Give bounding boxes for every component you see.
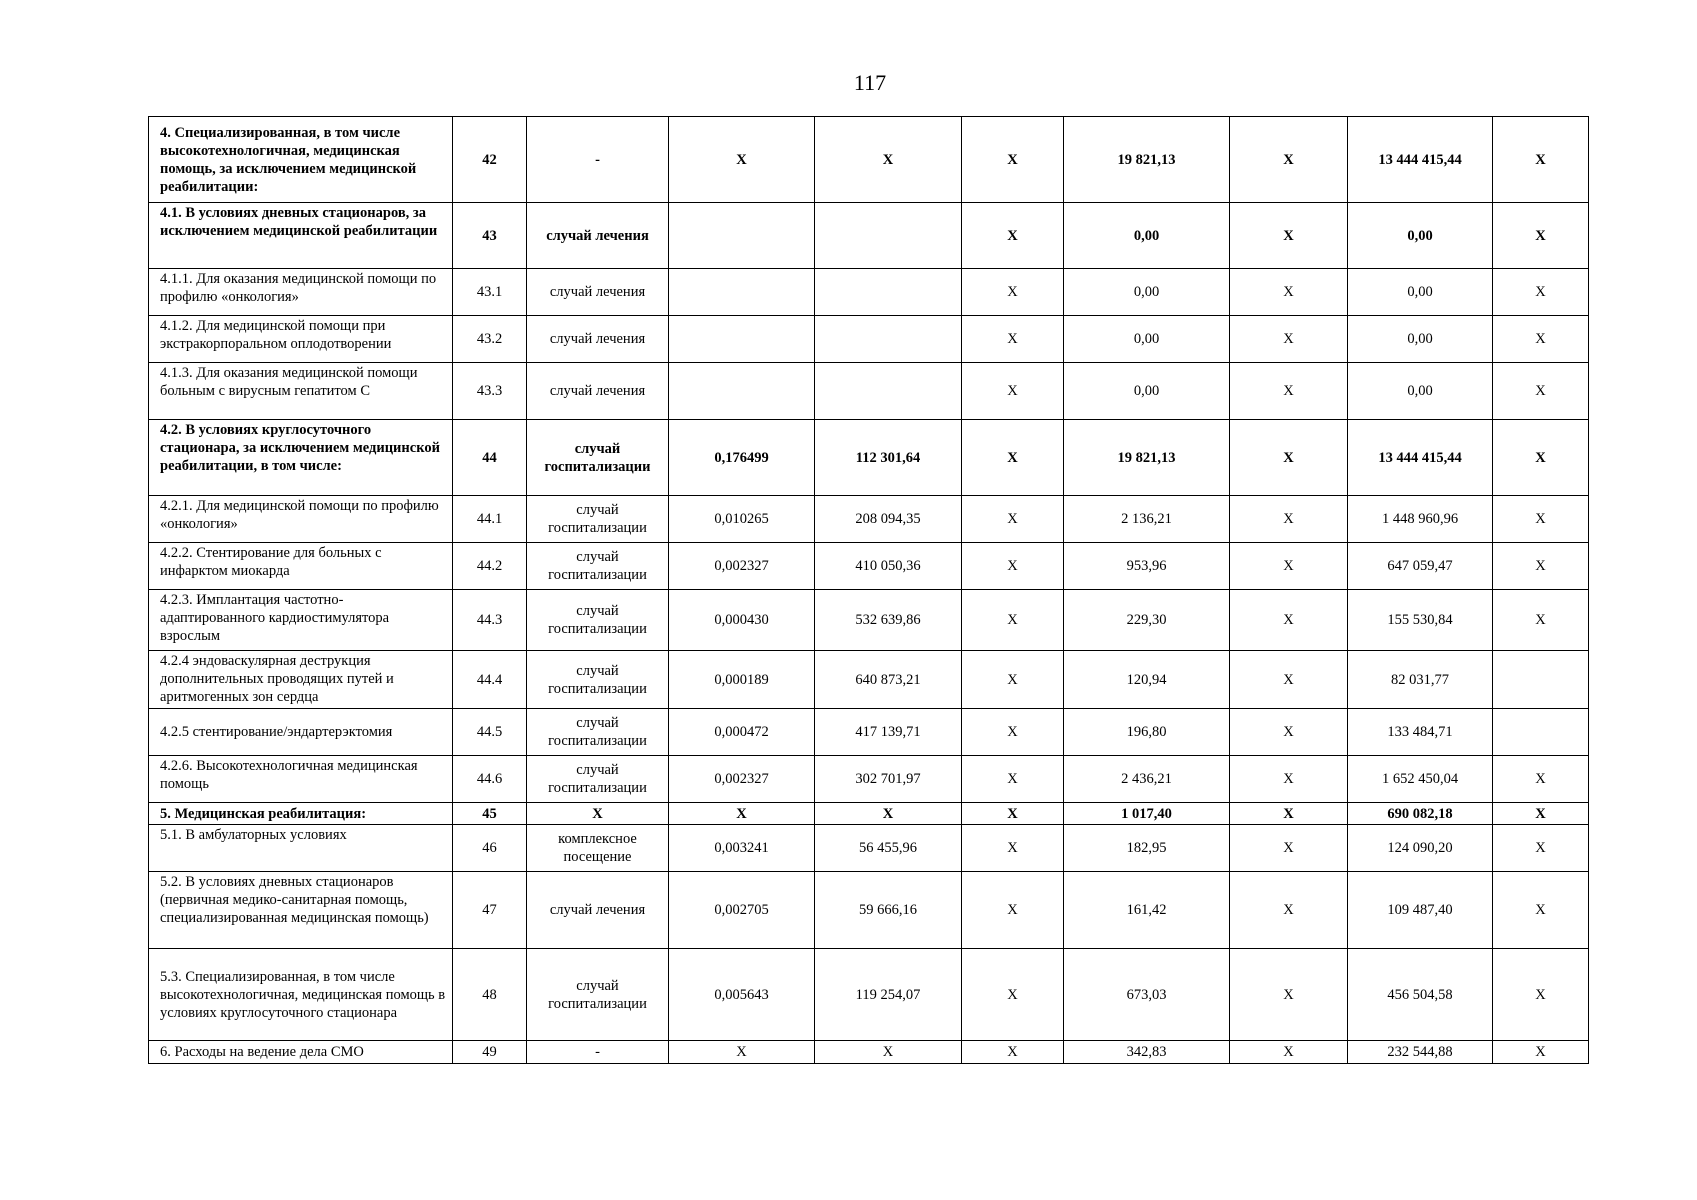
cell-value: Х bbox=[962, 949, 1064, 1041]
cell-value: Х bbox=[1230, 420, 1348, 496]
cell-value: 342,83 bbox=[1064, 1041, 1230, 1064]
row-code: 47 bbox=[453, 872, 527, 949]
cell-value: Х bbox=[962, 543, 1064, 590]
row-name: 6. Расходы на ведение дела СМО bbox=[149, 1041, 453, 1064]
cell-value: Х bbox=[962, 496, 1064, 543]
table-row bbox=[149, 590, 1589, 651]
cell-value: Х bbox=[1230, 117, 1348, 203]
cell-value: 124 090,20 bbox=[1348, 825, 1493, 872]
cell-value: Х bbox=[1493, 316, 1589, 363]
row-name: 4.1.3. Для оказания медицинской помощи больным с вирусным гепатитом С bbox=[149, 363, 453, 420]
table-row bbox=[149, 1041, 1589, 1064]
cell-value: 417 139,71 bbox=[815, 709, 962, 756]
cell-value: 112 301,64 bbox=[815, 420, 962, 496]
row-code: 46 bbox=[453, 825, 527, 872]
cell-value: 0,000430 bbox=[669, 590, 815, 651]
row-code: 44.6 bbox=[453, 756, 527, 803]
cell-value: 0,00 bbox=[1348, 316, 1493, 363]
cell-value: Х bbox=[1230, 590, 1348, 651]
cell-value: Х bbox=[1493, 756, 1589, 803]
cell-value: 119 254,07 bbox=[815, 949, 962, 1041]
cell-value: Х bbox=[1493, 117, 1589, 203]
row-name: 4.2.2. Стентирование для больных с инфарктом миокарда bbox=[149, 543, 453, 590]
cell-value: Х bbox=[1493, 269, 1589, 316]
cell-value: Х bbox=[1230, 543, 1348, 590]
row-code: 44.1 bbox=[453, 496, 527, 543]
cell-value: 0,000189 bbox=[669, 651, 815, 709]
cell-value: 0,00 bbox=[1064, 269, 1230, 316]
cell-value: 2 136,21 bbox=[1064, 496, 1230, 543]
cell-value: Х bbox=[1230, 651, 1348, 709]
cell-value: 456 504,58 bbox=[1348, 949, 1493, 1041]
table-row bbox=[149, 316, 1589, 363]
cell-value: 0,005643 bbox=[669, 949, 815, 1041]
row-name: 5.3. Специализированная, в том числе высокотехнологичная, медицинская помощь в условиях круглосуточного стационара bbox=[149, 949, 453, 1041]
table-row bbox=[149, 117, 1589, 203]
cell-value: 182,95 bbox=[1064, 825, 1230, 872]
cell-value: 59 666,16 bbox=[815, 872, 962, 949]
row-unit: случай госпитализации bbox=[527, 709, 669, 756]
row-code: 44.4 bbox=[453, 651, 527, 709]
cell-value: Х bbox=[815, 1041, 962, 1064]
cell-value: 155 530,84 bbox=[1348, 590, 1493, 651]
cell-value: 0,00 bbox=[1064, 363, 1230, 420]
cell-value: Х bbox=[1493, 949, 1589, 1041]
table-row bbox=[149, 269, 1589, 316]
cell-value: 1 017,40 bbox=[1064, 803, 1230, 825]
cell-value: 0,003241 bbox=[669, 825, 815, 872]
row-code: 44.2 bbox=[453, 543, 527, 590]
cell-value: Х bbox=[1230, 803, 1348, 825]
cell-value: 0,002705 bbox=[669, 872, 815, 949]
cell-value: 196,80 bbox=[1064, 709, 1230, 756]
row-unit: случай госпитализации bbox=[527, 543, 669, 590]
row-name: 4.2.6. Высокотехнологичная медицинская помощь bbox=[149, 756, 453, 803]
row-code: 49 bbox=[453, 1041, 527, 1064]
cell-value: 0,176499 bbox=[669, 420, 815, 496]
row-unit: случай лечения bbox=[527, 269, 669, 316]
cell-value: Х bbox=[1230, 949, 1348, 1041]
cell-value: 13 444 415,44 bbox=[1348, 420, 1493, 496]
cell-value: 532 639,86 bbox=[815, 590, 962, 651]
financing-table bbox=[148, 116, 1589, 1064]
row-unit: случай лечения bbox=[527, 316, 669, 363]
row-code: 45 bbox=[453, 803, 527, 825]
cell-value: 953,96 bbox=[1064, 543, 1230, 590]
row-unit: случай госпитализации bbox=[527, 590, 669, 651]
cell-value: Х bbox=[1493, 496, 1589, 543]
cell-value: Х bbox=[1230, 363, 1348, 420]
cell-value bbox=[815, 316, 962, 363]
cell-value: Х bbox=[962, 420, 1064, 496]
cell-value: Х bbox=[1493, 872, 1589, 949]
row-unit: Х bbox=[527, 803, 669, 825]
row-name: 4.2.4 эндоваскулярная деструкция дополнительных проводящих путей и аритмогенных зон сердца bbox=[149, 651, 453, 709]
cell-value: 0,00 bbox=[1064, 203, 1230, 269]
cell-value: 690 082,18 bbox=[1348, 803, 1493, 825]
row-code: 43.1 bbox=[453, 269, 527, 316]
row-name: 4.1. В условиях дневных стационаров, за исключением медицинской реабилитации bbox=[149, 203, 453, 269]
cell-value: 133 484,71 bbox=[1348, 709, 1493, 756]
cell-value: 410 050,36 bbox=[815, 543, 962, 590]
row-unit: случай лечения bbox=[527, 203, 669, 269]
table-row bbox=[149, 420, 1589, 496]
cell-value: Х bbox=[962, 825, 1064, 872]
cell-value: Х bbox=[962, 269, 1064, 316]
cell-value: Х bbox=[962, 363, 1064, 420]
cell-value: Х bbox=[1493, 543, 1589, 590]
cell-value: Х bbox=[669, 1041, 815, 1064]
cell-value: 0,00 bbox=[1064, 316, 1230, 363]
cell-value: Х bbox=[1493, 203, 1589, 269]
table-row bbox=[149, 825, 1589, 872]
cell-value: 208 094,35 bbox=[815, 496, 962, 543]
row-name: 4.2.3. Имплантация частотно-адаптированного кардиостимулятора взрослым bbox=[149, 590, 453, 651]
table-row bbox=[149, 756, 1589, 803]
cell-value: 0,00 bbox=[1348, 363, 1493, 420]
cell-value bbox=[669, 203, 815, 269]
row-code: 42 bbox=[453, 117, 527, 203]
cell-value: 1 448 960,96 bbox=[1348, 496, 1493, 543]
cell-value: Х bbox=[1493, 590, 1589, 651]
cell-value: 19 821,13 bbox=[1064, 420, 1230, 496]
row-code: 43 bbox=[453, 203, 527, 269]
table-row bbox=[149, 496, 1589, 543]
cell-value: 19 821,13 bbox=[1064, 117, 1230, 203]
cell-value: 1 652 450,04 bbox=[1348, 756, 1493, 803]
cell-value: Х bbox=[962, 651, 1064, 709]
cell-value: 0,00 bbox=[1348, 203, 1493, 269]
cell-value: 229,30 bbox=[1064, 590, 1230, 651]
row-name: 4. Специализированная, в том числе высокотехнологичная, медицинская помощь, за исключением медицинской реабилитации: bbox=[149, 117, 453, 203]
cell-value bbox=[669, 363, 815, 420]
row-code: 44 bbox=[453, 420, 527, 496]
cell-value: Х bbox=[1230, 269, 1348, 316]
cell-value: Х bbox=[962, 1041, 1064, 1064]
cell-value: 56 455,96 bbox=[815, 825, 962, 872]
cell-value: Х bbox=[815, 803, 962, 825]
cell-value: Х bbox=[1230, 1041, 1348, 1064]
row-name: 4.1.2. Для медицинской помощи при экстракорпоральном оплодотворении bbox=[149, 316, 453, 363]
row-code: 43.2 bbox=[453, 316, 527, 363]
cell-value: 120,94 bbox=[1064, 651, 1230, 709]
row-code: 43.3 bbox=[453, 363, 527, 420]
table-row bbox=[149, 363, 1589, 420]
row-unit: случай госпитализации bbox=[527, 420, 669, 496]
cell-value bbox=[815, 269, 962, 316]
cell-value: Х bbox=[1493, 825, 1589, 872]
cell-value bbox=[815, 363, 962, 420]
cell-value: 2 436,21 bbox=[1064, 756, 1230, 803]
row-name: 5.2. В условиях дневных стационаров (первичная медико-санитарная помощь, специализированная медицинская помощь) bbox=[149, 872, 453, 949]
cell-value: Х bbox=[962, 709, 1064, 756]
row-code: 44.5 bbox=[453, 709, 527, 756]
cell-value: 13 444 415,44 bbox=[1348, 117, 1493, 203]
row-unit: комплексное посещение bbox=[527, 825, 669, 872]
row-unit: случай госпитализации bbox=[527, 496, 669, 543]
cell-value: 647 059,47 bbox=[1348, 543, 1493, 590]
cell-value bbox=[1493, 709, 1589, 756]
cell-value: 0,00 bbox=[1348, 269, 1493, 316]
cell-value bbox=[669, 316, 815, 363]
table-row bbox=[149, 543, 1589, 590]
row-code: 44.3 bbox=[453, 590, 527, 651]
cell-value: Х bbox=[1230, 872, 1348, 949]
row-name: 4.2.5 стентирование/эндартерэктомия bbox=[149, 709, 453, 756]
cell-value: Х bbox=[1230, 316, 1348, 363]
row-name: 4.2.1. Для медицинской помощи по профилю «онкология» bbox=[149, 496, 453, 543]
cell-value: Х bbox=[962, 756, 1064, 803]
cell-value: 673,03 bbox=[1064, 949, 1230, 1041]
table-row bbox=[149, 803, 1589, 825]
cell-value: Х bbox=[962, 316, 1064, 363]
cell-value: Х bbox=[1493, 420, 1589, 496]
cell-value: Х bbox=[962, 803, 1064, 825]
cell-value: Х bbox=[815, 117, 962, 203]
cell-value: Х bbox=[1230, 756, 1348, 803]
table-row bbox=[149, 203, 1589, 269]
cell-value bbox=[815, 203, 962, 269]
table-row bbox=[149, 651, 1589, 709]
cell-value: Х bbox=[1230, 825, 1348, 872]
cell-value: 640 873,21 bbox=[815, 651, 962, 709]
cell-value: Х bbox=[962, 203, 1064, 269]
cell-value: 82 031,77 bbox=[1348, 651, 1493, 709]
row-unit: - bbox=[527, 117, 669, 203]
cell-value: Х bbox=[669, 803, 815, 825]
cell-value: 0,010265 bbox=[669, 496, 815, 543]
table-row bbox=[149, 949, 1589, 1041]
cell-value: Х bbox=[1230, 203, 1348, 269]
page-number: 117 bbox=[853, 70, 887, 95]
row-name: 4.1.1. Для оказания медицинской помощи по профилю «онкология» bbox=[149, 269, 453, 316]
cell-value: Х bbox=[962, 590, 1064, 651]
row-code: 48 bbox=[453, 949, 527, 1041]
cell-value: 0,002327 bbox=[669, 756, 815, 803]
row-unit: случай лечения bbox=[527, 872, 669, 949]
row-name: 5.1. В амбулаторных условиях bbox=[149, 825, 453, 872]
cell-value: 302 701,97 bbox=[815, 756, 962, 803]
row-unit: - bbox=[527, 1041, 669, 1064]
cell-value: Х bbox=[1493, 1041, 1589, 1064]
row-name: 4.2. В условиях круглосуточного стационара, за исключением медицинской реабилитации, в том числе: bbox=[149, 420, 453, 496]
cell-value bbox=[1493, 651, 1589, 709]
cell-value: Х bbox=[962, 117, 1064, 203]
cell-value: 0,000472 bbox=[669, 709, 815, 756]
row-unit: случай лечения bbox=[527, 363, 669, 420]
cell-value: 161,42 bbox=[1064, 872, 1230, 949]
cell-value: 232 544,88 bbox=[1348, 1041, 1493, 1064]
row-name: 5. Медицинская реабилитация: bbox=[149, 803, 453, 825]
cell-value: Х bbox=[962, 872, 1064, 949]
cell-value: Х bbox=[1230, 496, 1348, 543]
row-unit: случай госпитализации bbox=[527, 949, 669, 1041]
cell-value: 109 487,40 bbox=[1348, 872, 1493, 949]
cell-value bbox=[669, 269, 815, 316]
cell-value: Х bbox=[1230, 709, 1348, 756]
cell-value: Х bbox=[1493, 803, 1589, 825]
cell-value: Х bbox=[669, 117, 815, 203]
cell-value: 0,002327 bbox=[669, 543, 815, 590]
table-row bbox=[149, 709, 1589, 756]
table-row bbox=[149, 872, 1589, 949]
row-unit: случай госпитализации bbox=[527, 756, 669, 803]
cell-value: Х bbox=[1493, 363, 1589, 420]
row-unit: случай госпитализации bbox=[527, 651, 669, 709]
